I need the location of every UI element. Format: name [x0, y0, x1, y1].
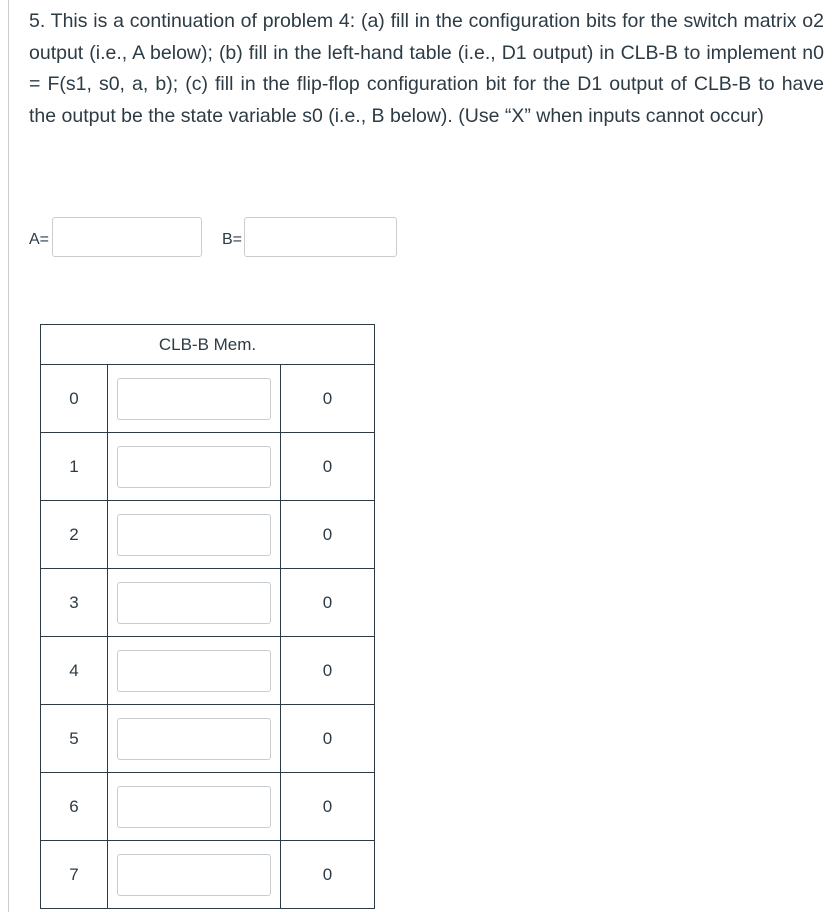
row-address: 5 [41, 705, 108, 773]
table-row [41, 773, 375, 841]
memory-input[interactable] [117, 582, 271, 624]
table-row [41, 569, 375, 637]
row-output: 0 [281, 841, 375, 909]
memory-input[interactable] [117, 718, 271, 760]
memory-input[interactable] [117, 446, 271, 488]
row-cell [108, 705, 281, 773]
question-text: 5. This is a continuation of problem 4: (a) fill in the configuration bits for the switch matrix o2 output (i.e., A below); (b) fill in the left-hand table (i.e., D1 output) in CLB-B to implement n0 = F(s1, s0, a, b); (c) fill in the flip-flop configuration bit for the D1 output of CLB-B to have the output be the state variable s0 (i.e., B below). (Use “X” when inputs cannot occur) [29, 10, 824, 127]
row-address: 6 [41, 773, 108, 841]
answer-b-input[interactable] [244, 217, 397, 257]
row-cell [108, 365, 281, 433]
row-cell [108, 637, 281, 705]
memory-input[interactable] [117, 514, 271, 556]
row-cell [108, 501, 281, 569]
row-cell [108, 841, 281, 909]
content-left-border [8, 0, 9, 912]
row-cell [108, 433, 281, 501]
row-output: 0 [281, 501, 375, 569]
table-title: CLB-B Mem. [41, 325, 375, 365]
table-header-row [41, 325, 375, 365]
row-output: 0 [281, 637, 375, 705]
row-output: 0 [281, 773, 375, 841]
table-row [41, 637, 375, 705]
table-row [41, 433, 375, 501]
memory-input[interactable] [117, 650, 271, 692]
row-address: 3 [41, 569, 108, 637]
memory-input[interactable] [117, 378, 271, 420]
row-address: 7 [41, 841, 108, 909]
table-row [41, 501, 375, 569]
row-cell [108, 569, 281, 637]
row-output: 0 [281, 365, 375, 433]
row-address: 2 [41, 501, 108, 569]
table-row [41, 705, 375, 773]
row-output: 0 [281, 569, 375, 637]
table-row [41, 365, 375, 433]
clb-b-memory-table [40, 324, 375, 909]
row-address: 1 [41, 433, 108, 501]
answer-a-input[interactable] [52, 217, 202, 257]
table-row [41, 841, 375, 909]
answer-a-label: A= [29, 231, 50, 248]
memory-input[interactable] [117, 854, 271, 896]
row-cell [108, 773, 281, 841]
row-output: 0 [281, 433, 375, 501]
memory-input[interactable] [117, 786, 271, 828]
row-address: 4 [41, 637, 108, 705]
answer-b-label: B= [222, 231, 243, 248]
row-address: 0 [41, 365, 108, 433]
row-output: 0 [281, 705, 375, 773]
